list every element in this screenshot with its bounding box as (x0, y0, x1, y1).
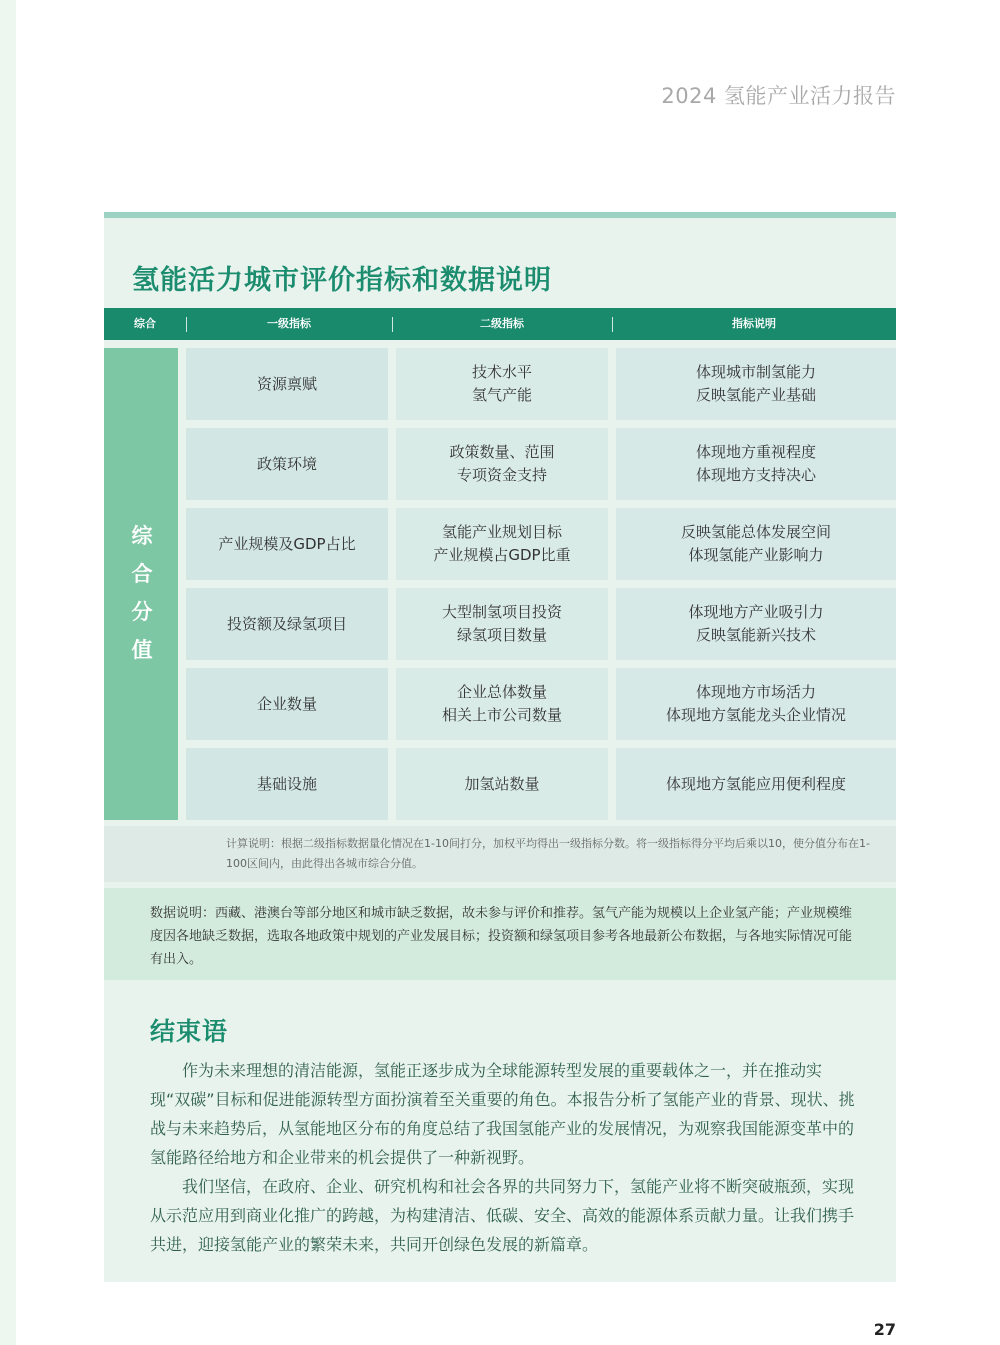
level2-line: 专项资金支持 (456, 466, 547, 484)
level1-text: 投资额及绿氢项目 (226, 614, 347, 633)
description-line: 体现地方产业吸引力 (688, 603, 824, 621)
description-cell (616, 588, 896, 660)
composite-score-label: 综合分值 (131, 524, 153, 662)
level1-cell (186, 748, 388, 820)
report-title: 2024 氢能产业活力报告 (661, 84, 896, 108)
header-composite: 综合 (134, 317, 156, 330)
level2-line: 企业总体数量 (456, 683, 547, 701)
header-level1: 一级指标 (267, 317, 311, 330)
header-description: 指标说明 (732, 317, 776, 330)
description-line: 反映氢能产业基础 (695, 386, 816, 404)
level1-text: 政策环境 (256, 454, 317, 473)
level1-cell (186, 428, 388, 500)
level2-line: 大型制氢项目投资 (441, 603, 562, 621)
description-line: 体现地方市场活力 (695, 683, 816, 701)
description-line: 体现地方氢能龙头企业情况 (665, 706, 846, 724)
data-note (104, 888, 896, 980)
description-line: 反映氢能总体发展空间 (680, 523, 831, 541)
conclusion-title: 结束语 (150, 1017, 229, 1046)
conclusion-paragraph: 作为未来理想的清洁能源，氢能正逐步成为全球能源转型发展的重要载体之一，并在推动实现“双碳”目标和促进能源转型方面扮演着至关重要的角色。本报告分析了氢能产业的背景、现状、挑战与未来趋势后，从氢能地区分布的角度总结了我国氢能产业的发展情况，为观察我国能源变革中的氢能路径给地方和企业带来的机会提供了一种新视野。 (150, 1061, 855, 1167)
conclusion-paragraph: 我们坚信，在政府、企业、研究机构和社会各界的共同努力下，氢能产业将不断突破瓶颈，实现从示范应用到商业化推广的跨越，为构建清洁、低碳、安全、高效的能源体系贡献力量。让我们携手共进，迎接氢能产业的繁荣未来，共同开创绿色发展的新篇章。 (150, 1177, 855, 1254)
table-header (104, 308, 896, 340)
description-line: 体现地方支持决心 (695, 466, 816, 484)
level1-cell (186, 588, 388, 660)
level2-line: 氢能产业规划目标 (441, 523, 562, 541)
header-level2: 二级指标 (480, 317, 524, 330)
description-line: 体现地方重视程度 (695, 443, 816, 461)
level1-text: 基础设施 (256, 774, 317, 793)
description-line: 体现地方氢能应用便利程度 (665, 774, 846, 793)
level1-text: 资源禀赋 (256, 374, 317, 393)
conclusion-body (150, 1056, 862, 1259)
data-note-text: 数据说明：西藏、港澳台等部分地区和城市缺乏数据，故未参与评价和推荐。氢气产能为规模以上企业氢产能；产业规模维度因各地缺乏数据，选取各地政策中规划的产业发展目标；投资额和绿氢项目参考各地最新公布数据，与各地实际情况可能有出入。 (150, 906, 853, 967)
level1-cell (186, 668, 388, 740)
description-cell (616, 748, 896, 820)
level1-text: 企业数量 (256, 694, 317, 713)
level2-line: 技术水平 (471, 363, 532, 381)
page-spine-strip (0, 0, 16, 1345)
level2-line: 绿氢项目数量 (456, 626, 547, 644)
level2-cell (396, 748, 608, 820)
level1-cell (186, 348, 388, 420)
description-line: 体现城市制氢能力 (695, 363, 816, 381)
description-cell (616, 508, 896, 580)
description-cell (616, 668, 896, 740)
level2-cell (396, 348, 608, 420)
calculation-note-text: 计算说明：根据二级指标数据量化情况在1-10间打分，加权平均得出一级指标分数。将一级指标得分平均后乘以10，使分值分布在1-100区间内，由此得出各城市综合分值。 (226, 837, 870, 870)
level1-text: 产业规模及GDP占比 (218, 534, 356, 553)
level2-cell (396, 588, 608, 660)
description-cell (616, 428, 896, 500)
card-top-rule (104, 212, 896, 218)
level2-line: 相关上市公司数量 (441, 706, 562, 724)
level2-line: 政策数量、范围 (449, 443, 555, 461)
level2-line: 氢气产能 (471, 386, 532, 404)
level2-cell (396, 428, 608, 500)
section-title: 氢能活力城市评价指标和数据说明 (132, 265, 552, 296)
description-line: 反映氢能新兴技术 (695, 626, 816, 644)
calculation-note (104, 826, 896, 882)
level1-cell (186, 508, 388, 580)
description-line: 体现氢能产业影响力 (688, 546, 824, 564)
level2-cell (396, 508, 608, 580)
content-card (104, 212, 896, 1282)
level2-cell (396, 668, 608, 740)
description-cell (616, 348, 896, 420)
page-number: 27 (873, 1320, 896, 1339)
level2-line: 产业规模占GDP比重 (433, 546, 571, 564)
level2-line: 加氢站数量 (464, 774, 540, 793)
